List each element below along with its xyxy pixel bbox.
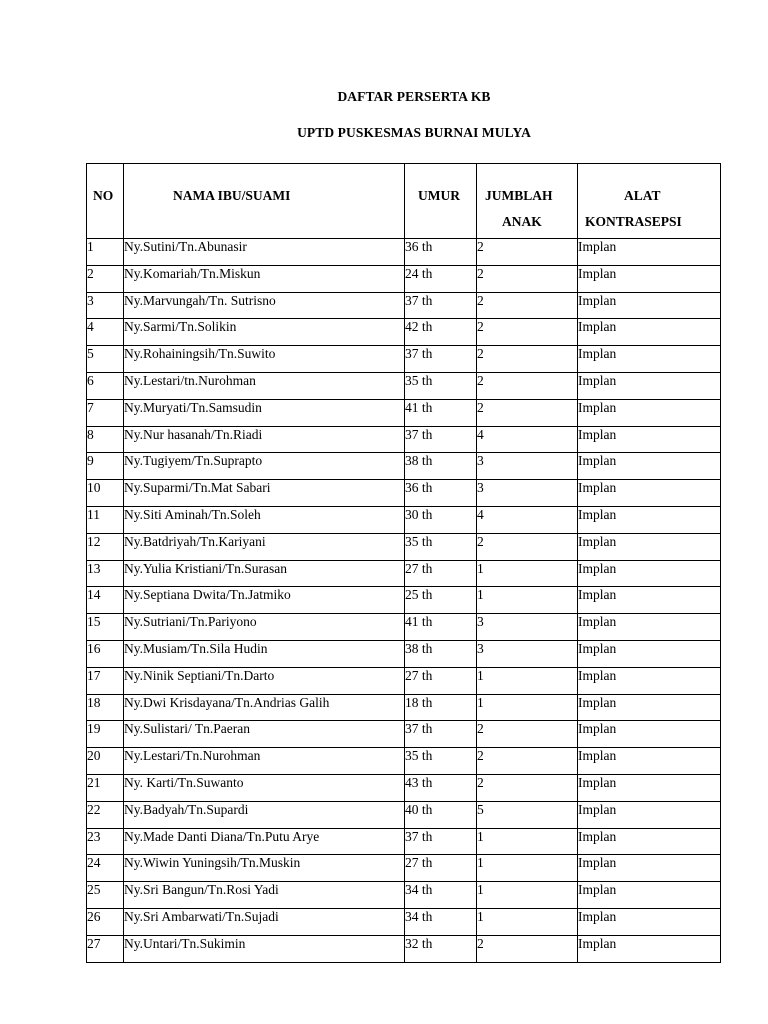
cell-nama: Ny.Untari/Tn.Sukimin bbox=[124, 935, 405, 962]
cell-anak: 1 bbox=[477, 855, 578, 882]
cell-no: 5 bbox=[87, 346, 124, 373]
cell-no: 24 bbox=[87, 855, 124, 882]
cell-no: 18 bbox=[87, 694, 124, 721]
header-alat-kontrasepsi bbox=[578, 164, 721, 239]
cell-anak: 5 bbox=[477, 801, 578, 828]
cell-anak: 1 bbox=[477, 828, 578, 855]
table-row bbox=[87, 801, 721, 828]
cell-alat: Implan bbox=[578, 480, 721, 507]
cell-umur: 37 th bbox=[405, 721, 477, 748]
header-alat-line1: ALAT bbox=[624, 188, 661, 203]
cell-nama: Ny.Badyah/Tn.Supardi bbox=[124, 801, 405, 828]
cell-no: 14 bbox=[87, 587, 124, 614]
cell-no: 22 bbox=[87, 801, 124, 828]
cell-alat: Implan bbox=[578, 453, 721, 480]
cell-no: 11 bbox=[87, 506, 124, 533]
table-row bbox=[87, 292, 721, 319]
cell-alat: Implan bbox=[578, 694, 721, 721]
cell-umur: 27 th bbox=[405, 855, 477, 882]
cell-anak: 1 bbox=[477, 667, 578, 694]
cell-nama: Ny.Musiam/Tn.Sila Hudin bbox=[124, 640, 405, 667]
cell-alat: Implan bbox=[578, 239, 721, 266]
cell-umur: 24 th bbox=[405, 265, 477, 292]
cell-alat: Implan bbox=[578, 319, 721, 346]
cell-no: 12 bbox=[87, 533, 124, 560]
cell-umur: 38 th bbox=[405, 453, 477, 480]
cell-nama: Ny.Nur hasanah/Tn.Riadi bbox=[124, 426, 405, 453]
header-umur-label: UMUR bbox=[418, 188, 460, 203]
cell-no: 1 bbox=[87, 239, 124, 266]
cell-nama: Ny.Septiana Dwita/Tn.Jatmiko bbox=[124, 587, 405, 614]
cell-umur: 34 th bbox=[405, 882, 477, 909]
cell-umur: 38 th bbox=[405, 640, 477, 667]
table-row bbox=[87, 426, 721, 453]
cell-alat: Implan bbox=[578, 640, 721, 667]
cell-nama: Ny.Batdriyah/Tn.Kariyani bbox=[124, 533, 405, 560]
table-row bbox=[87, 748, 721, 775]
cell-anak: 2 bbox=[477, 935, 578, 962]
cell-no: 15 bbox=[87, 614, 124, 641]
table-row bbox=[87, 614, 721, 641]
cell-nama: Ny.Sri Bangun/Tn.Rosi Yadi bbox=[124, 882, 405, 909]
cell-alat: Implan bbox=[578, 614, 721, 641]
cell-umur: 42 th bbox=[405, 319, 477, 346]
participants-table bbox=[86, 163, 721, 963]
cell-no: 17 bbox=[87, 667, 124, 694]
cell-anak: 2 bbox=[477, 346, 578, 373]
table-row bbox=[87, 506, 721, 533]
cell-nama: Ny.Muryati/Tn.Samsudin bbox=[124, 399, 405, 426]
table-row bbox=[87, 480, 721, 507]
cell-nama: Ny.Siti Aminah/Tn.Soleh bbox=[124, 506, 405, 533]
header-row bbox=[87, 164, 721, 239]
cell-umur: 30 th bbox=[405, 506, 477, 533]
cell-alat: Implan bbox=[578, 882, 721, 909]
cell-anak: 2 bbox=[477, 721, 578, 748]
cell-no: 10 bbox=[87, 480, 124, 507]
cell-alat: Implan bbox=[578, 506, 721, 533]
cell-alat: Implan bbox=[578, 426, 721, 453]
cell-no: 7 bbox=[87, 399, 124, 426]
cell-anak: 2 bbox=[477, 265, 578, 292]
cell-anak: 2 bbox=[477, 319, 578, 346]
cell-nama: Ny.Dwi Krisdayana/Tn.Andrias Galih bbox=[124, 694, 405, 721]
cell-no: 27 bbox=[87, 935, 124, 962]
cell-alat: Implan bbox=[578, 748, 721, 775]
table-row bbox=[87, 587, 721, 614]
cell-anak: 2 bbox=[477, 239, 578, 266]
cell-alat: Implan bbox=[578, 908, 721, 935]
table-row bbox=[87, 640, 721, 667]
cell-umur: 35 th bbox=[405, 748, 477, 775]
cell-alat: Implan bbox=[578, 399, 721, 426]
table-row bbox=[87, 774, 721, 801]
cell-nama: Ny.Tugiyem/Tn.Suprapto bbox=[124, 453, 405, 480]
table-row bbox=[87, 533, 721, 560]
cell-nama: Ny.Sutriani/Tn.Pariyono bbox=[124, 614, 405, 641]
cell-no: 2 bbox=[87, 265, 124, 292]
cell-alat: Implan bbox=[578, 560, 721, 587]
table-header bbox=[87, 164, 721, 239]
cell-alat: Implan bbox=[578, 828, 721, 855]
cell-nama: Ny.Wiwin Yuningsih/Tn.Muskin bbox=[124, 855, 405, 882]
cell-no: 3 bbox=[87, 292, 124, 319]
header-no bbox=[87, 164, 124, 239]
table-row bbox=[87, 453, 721, 480]
header-no-label: NO bbox=[93, 188, 114, 203]
cell-no: 8 bbox=[87, 426, 124, 453]
table-row bbox=[87, 882, 721, 909]
cell-umur: 41 th bbox=[405, 614, 477, 641]
cell-umur: 34 th bbox=[405, 908, 477, 935]
table-row bbox=[87, 239, 721, 266]
cell-nama: Ny.Komariah/Tn.Miskun bbox=[124, 265, 405, 292]
cell-alat: Implan bbox=[578, 935, 721, 962]
cell-no: 19 bbox=[87, 721, 124, 748]
cell-anak: 1 bbox=[477, 882, 578, 909]
cell-umur: 18 th bbox=[405, 694, 477, 721]
cell-umur: 37 th bbox=[405, 426, 477, 453]
cell-nama: Ny.Marvungah/Tn. Sutrisno bbox=[124, 292, 405, 319]
cell-nama: Ny.Suparmi/Tn.Mat Sabari bbox=[124, 480, 405, 507]
table-row bbox=[87, 694, 721, 721]
cell-umur: 35 th bbox=[405, 533, 477, 560]
cell-alat: Implan bbox=[578, 292, 721, 319]
table-body bbox=[87, 239, 721, 963]
cell-no: 21 bbox=[87, 774, 124, 801]
cell-umur: 32 th bbox=[405, 935, 477, 962]
document-title: DAFTAR PERSERTA KB bbox=[337, 89, 491, 104]
cell-umur: 27 th bbox=[405, 560, 477, 587]
cell-alat: Implan bbox=[578, 667, 721, 694]
cell-no: 25 bbox=[87, 882, 124, 909]
header-nama bbox=[124, 164, 405, 239]
cell-alat: Implan bbox=[578, 533, 721, 560]
cell-anak: 3 bbox=[477, 614, 578, 641]
cell-anak: 3 bbox=[477, 480, 578, 507]
cell-umur: 37 th bbox=[405, 292, 477, 319]
cell-anak: 2 bbox=[477, 533, 578, 560]
cell-no: 4 bbox=[87, 319, 124, 346]
cell-anak: 1 bbox=[477, 587, 578, 614]
cell-umur: 25 th bbox=[405, 587, 477, 614]
header-alat-line2: KONTRASEPSI bbox=[585, 214, 682, 229]
cell-nama: Ny.Sutini/Tn.Abunasir bbox=[124, 239, 405, 266]
table-row bbox=[87, 667, 721, 694]
cell-umur: 37 th bbox=[405, 346, 477, 373]
cell-nama: Ny.Lestari/tn.Nurohman bbox=[124, 372, 405, 399]
cell-umur: 43 th bbox=[405, 774, 477, 801]
table-row bbox=[87, 399, 721, 426]
cell-anak: 2 bbox=[477, 774, 578, 801]
table-row bbox=[87, 560, 721, 587]
cell-alat: Implan bbox=[578, 801, 721, 828]
cell-anak: 2 bbox=[477, 399, 578, 426]
header-umur bbox=[405, 164, 477, 239]
cell-umur: 41 th bbox=[405, 399, 477, 426]
cell-no: 26 bbox=[87, 908, 124, 935]
table-row bbox=[87, 265, 721, 292]
cell-anak: 2 bbox=[477, 292, 578, 319]
cell-alat: Implan bbox=[578, 774, 721, 801]
cell-umur: 35 th bbox=[405, 372, 477, 399]
cell-umur: 36 th bbox=[405, 239, 477, 266]
cell-anak: 3 bbox=[477, 640, 578, 667]
cell-anak: 1 bbox=[477, 560, 578, 587]
cell-nama: Ny. Karti/Tn.Suwanto bbox=[124, 774, 405, 801]
cell-no: 9 bbox=[87, 453, 124, 480]
cell-nama: Ny.Made Danti Diana/Tn.Putu Arye bbox=[124, 828, 405, 855]
document-subtitle: UPTD PUSKESMAS BURNAI MULYA bbox=[297, 125, 531, 140]
cell-alat: Implan bbox=[578, 855, 721, 882]
cell-alat: Implan bbox=[578, 346, 721, 373]
table-row bbox=[87, 908, 721, 935]
cell-alat: Implan bbox=[578, 587, 721, 614]
header-jumlah-anak bbox=[477, 164, 578, 239]
cell-nama: Ny.Rohainingsih/Tn.Suwito bbox=[124, 346, 405, 373]
cell-nama: Ny.Sarmi/Tn.Solikin bbox=[124, 319, 405, 346]
cell-nama: Ny.Sulistari/ Tn.Paeran bbox=[124, 721, 405, 748]
cell-anak: 3 bbox=[477, 453, 578, 480]
table-row bbox=[87, 828, 721, 855]
header-nama-label: NAMA IBU/SUAMI bbox=[173, 188, 291, 203]
cell-no: 13 bbox=[87, 560, 124, 587]
cell-alat: Implan bbox=[578, 265, 721, 292]
cell-no: 16 bbox=[87, 640, 124, 667]
cell-anak: 2 bbox=[477, 372, 578, 399]
table-row bbox=[87, 346, 721, 373]
table-row bbox=[87, 935, 721, 962]
cell-alat: Implan bbox=[578, 372, 721, 399]
cell-anak: 1 bbox=[477, 694, 578, 721]
cell-nama: Ny.Sri Ambarwati/Tn.Sujadi bbox=[124, 908, 405, 935]
cell-umur: 37 th bbox=[405, 828, 477, 855]
cell-alat: Implan bbox=[578, 721, 721, 748]
header-anak-line2: ANAK bbox=[502, 214, 542, 229]
cell-umur: 40 th bbox=[405, 801, 477, 828]
cell-no: 23 bbox=[87, 828, 124, 855]
cell-no: 20 bbox=[87, 748, 124, 775]
cell-umur: 27 th bbox=[405, 667, 477, 694]
header-anak-line1: JUMBLAH bbox=[485, 188, 553, 203]
table-row bbox=[87, 319, 721, 346]
table-row bbox=[87, 855, 721, 882]
cell-nama: Ny.Lestari/Tn.Nurohman bbox=[124, 748, 405, 775]
cell-nama: Ny.Ninik Septiani/Tn.Darto bbox=[124, 667, 405, 694]
cell-anak: 4 bbox=[477, 506, 578, 533]
table-row bbox=[87, 372, 721, 399]
cell-anak: 1 bbox=[477, 908, 578, 935]
cell-anak: 2 bbox=[477, 748, 578, 775]
cell-umur: 36 th bbox=[405, 480, 477, 507]
cell-nama: Ny.Yulia Kristiani/Tn.Surasan bbox=[124, 560, 405, 587]
cell-anak: 4 bbox=[477, 426, 578, 453]
table-row bbox=[87, 721, 721, 748]
cell-no: 6 bbox=[87, 372, 124, 399]
